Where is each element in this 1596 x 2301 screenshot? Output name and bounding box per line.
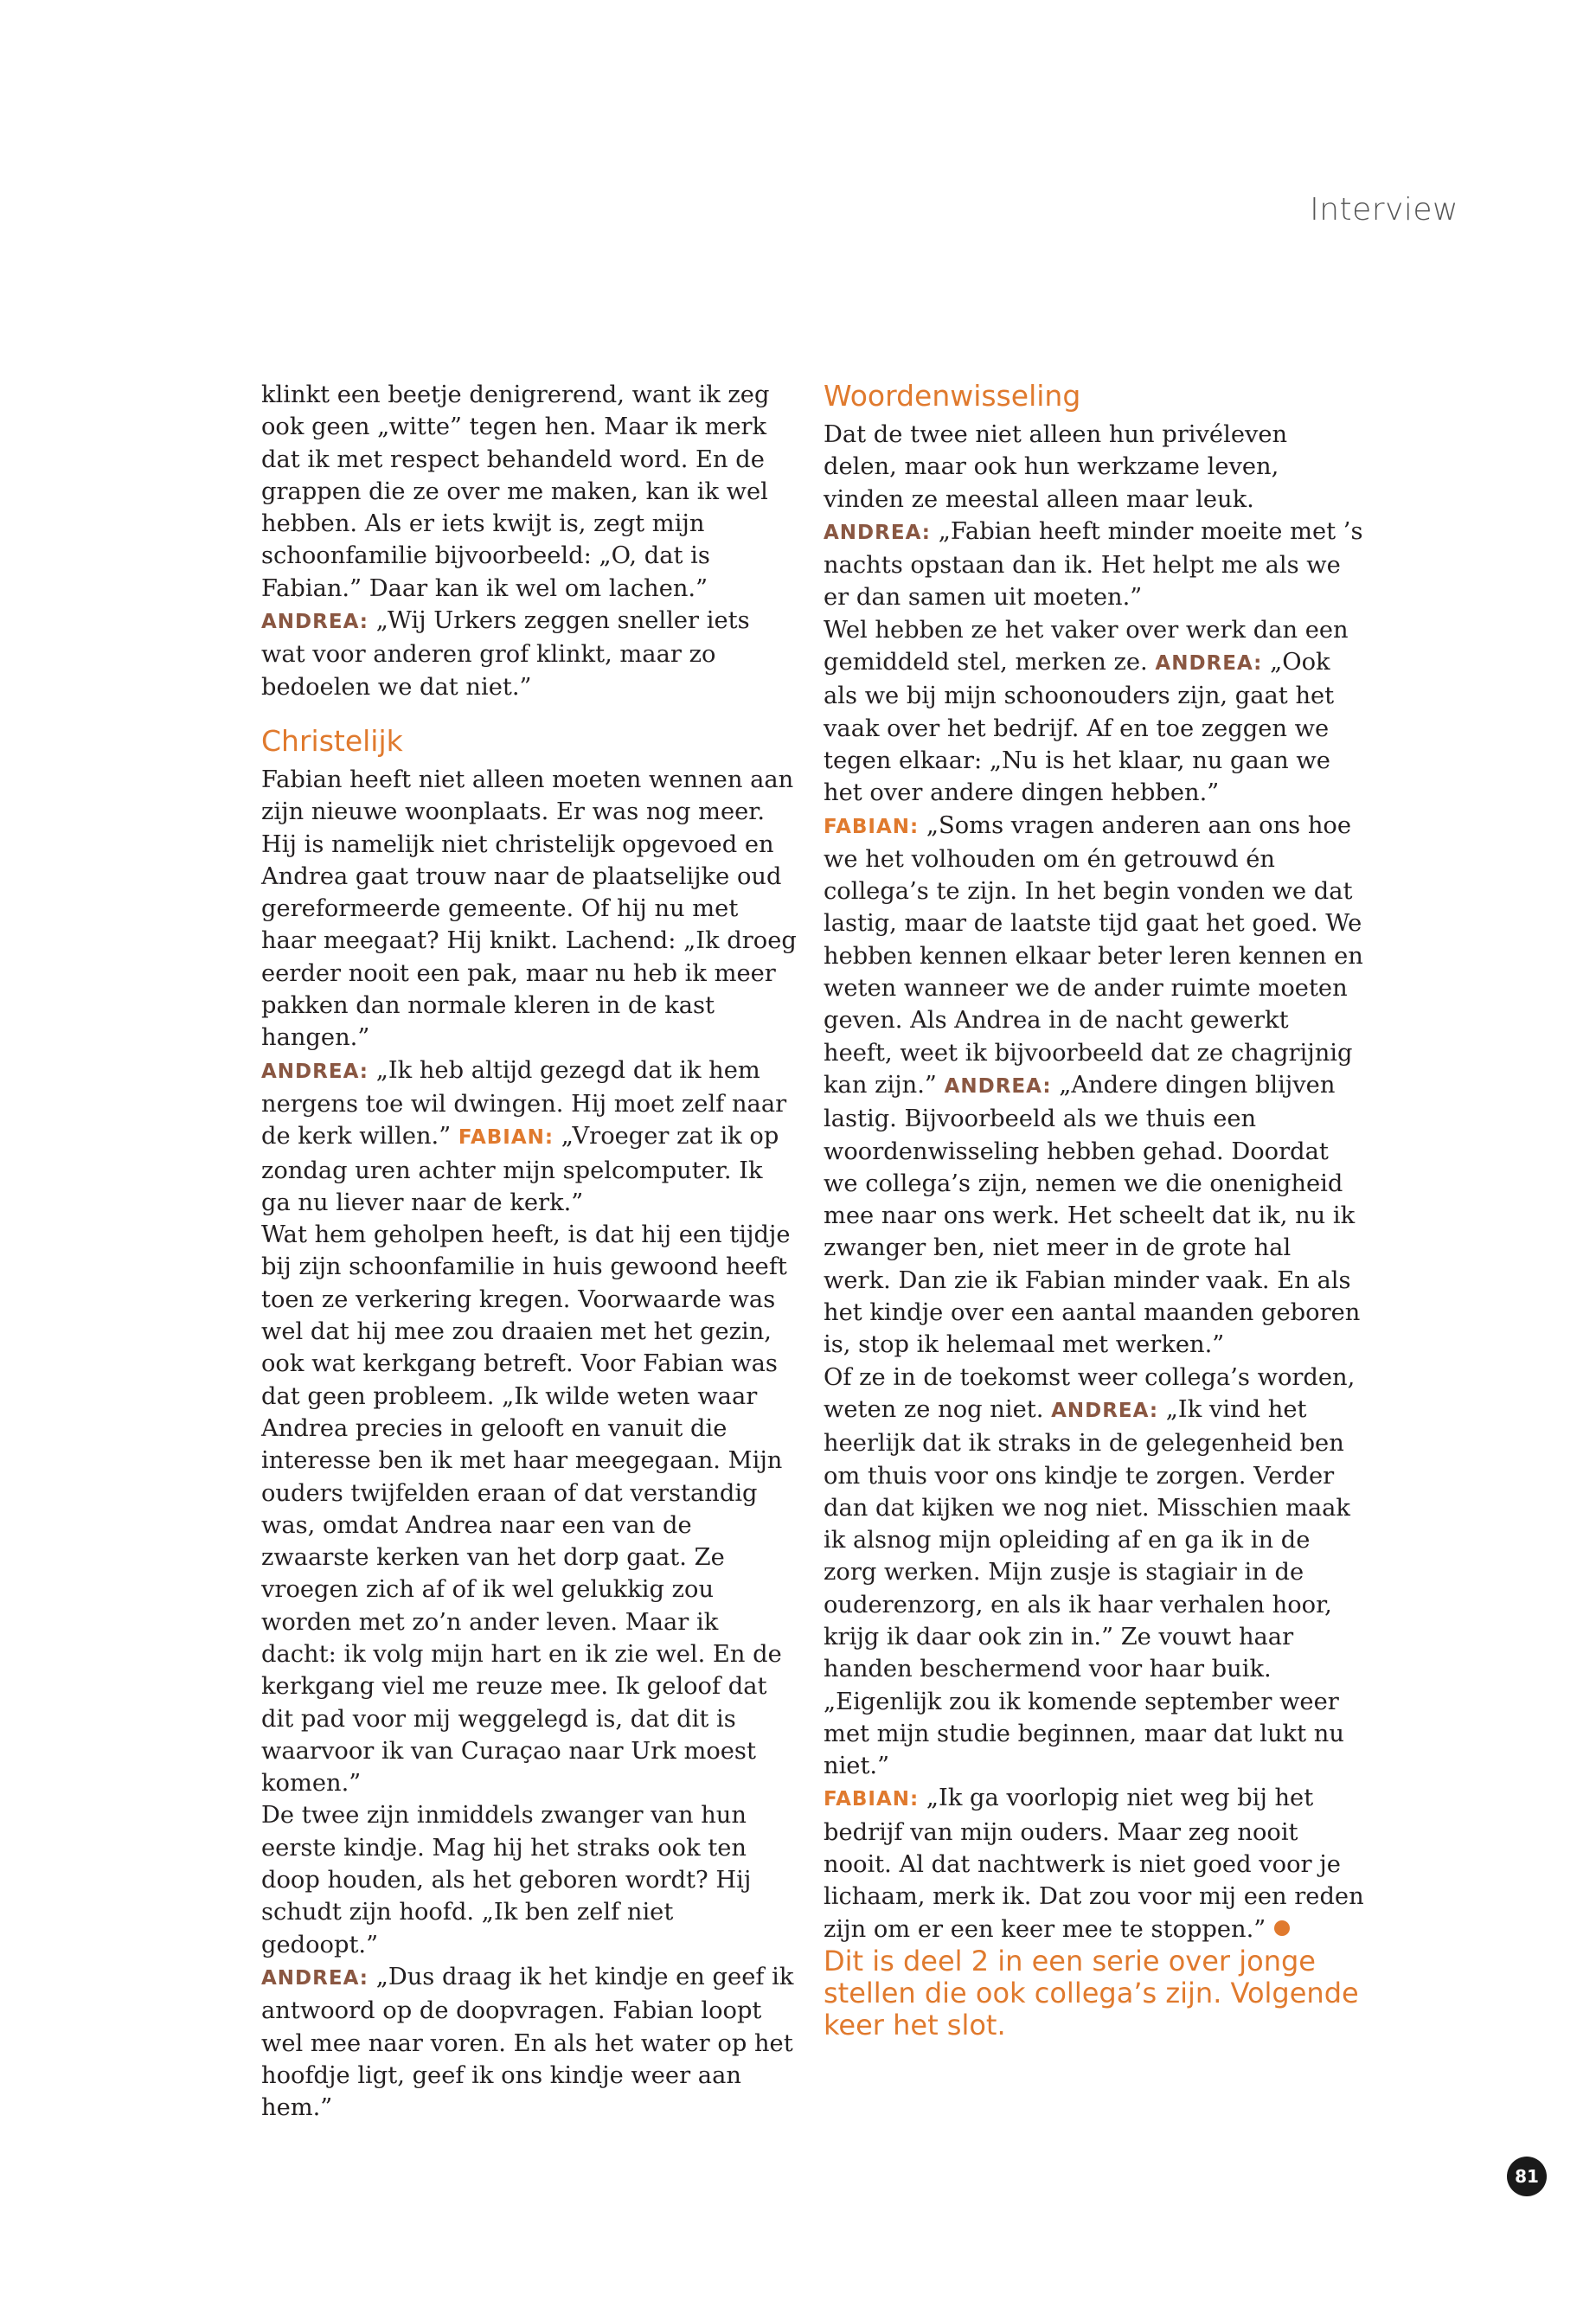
quote-text: „Ik heb altijd gezegd dat ik hem nergens toe wil dwingen. Hij moet zelf naar de kerk willen.” [261, 1056, 787, 1150]
speaker-label-andrea: ANDREA: [261, 611, 369, 634]
speaker-label-andrea: ANDREA: [261, 1966, 369, 1990]
paragraph-text: Dat de twee niet alleen hun privéleven delen, maar ook hun werkzame leven, vinden ze meestal alleen maar leuk. [824, 421, 1288, 513]
speaker-label-fabian: FABIAN: [824, 1788, 920, 1811]
paragraph [824, 1782, 1364, 1945]
paragraph-text: Wel hebben ze het vaker over werk dan een gemiddeld stel, merken ze. [824, 616, 1349, 676]
speaker-label-fabian: FABIAN: [458, 1126, 554, 1150]
paragraph [824, 1362, 1364, 1783]
quote-text: „Ook als we bij mijn schoonouders zijn, gaat het vaak over het bedrijf. Af en toe zeggen we tegen elkaar: „Nu is het klaar, nu gaan we het over andere dingen hebben.” [824, 649, 1335, 807]
quote-text: „Wij Urkers zeggen sneller iets wat voor anderen grof klinkt, maar zo bedoelen we dat niet.” [261, 607, 750, 701]
section-label: Interview [1310, 192, 1458, 228]
speaker-label-andrea: ANDREA: [261, 1060, 369, 1083]
quote-text: „Soms vragen anderen aan ons hoe we het volhouden om én getrouwd én collega’s te zijn. In het begin vonden we dat lastig, maar de laatste tijd gaat het goed. We hebben kennen elkaar beter leren kennen en weten wanneer we de ander ruimte moeten geven. Als Andrea in de nacht gewerkt heeft, weet ik bijvoorbeeld dat ze chagrijnig kan zijn.” [824, 811, 1363, 1099]
quote-text: „Ik ga voorlopig niet weg bij het bedrijf van mijn ouders. Maar zeg nooit nooit. Al dat nachtwerk is niet goed voor je lichaam, merk ik. Dat zou voor mij een reden zijn om er een keer mee te stoppen.” [824, 1785, 1364, 1943]
quote-text: „Fabian heeft minder moeite met ’s nachts opstaan dan ik. Het helpt me als we er dan samen uit moeten.” [824, 517, 1363, 612]
quote-text: „Vroeger zat ik op zondag uren achter mijn spelcomputer. Ik ga nu liever naar de kerk.” [261, 1123, 779, 1216]
speaker-label-fabian: FABIAN: [824, 815, 920, 838]
paragraph [824, 614, 1364, 810]
paragraph: Fabian heeft niet alleen moeten wennen aan zijn nieuwe woonplaats. Er was nog meer. Hij is namelijk niet christelijk opgevoed en Andrea gaat trouw naar de plaatselijke oud gereformeerde gemeente. Of hij nu met haar meegaat? Hij knikt. Lachend: „Ik droeg eerder nooit een pak, maar nu heb ik meer pakken dan normale kleren in de kast hangen.” [261, 766, 797, 1052]
paragraph-text: klinkt een beetje denigrerend, want ik zeg ook geen „witte” tegen hen. Maar ik merk dat ik met respect behandeld word. En de grappen die ze over me maken, kan ik wel hebben. Als er iets kwijt is, zegt mijn schoonfamilie bijvoorbeeld: „O, dat is Fabian.” Daar kan ik wel om lachen.” [261, 381, 770, 602]
quote-text: „Dus draag ik het kindje en geef ik antwoord op de doopvragen. Fabian loopt wel mee naar voren. En als het water op het hoofdje ligt, geef ik ons kindje weer aan hem.” [261, 1963, 794, 2122]
article-column-left [261, 379, 798, 2124]
end-mark-dot-icon [1274, 1920, 1290, 1936]
series-note: Dit is deel 2 in een serie over jonge stellen die ook collega’s zijn. Volgende keer het slot. [824, 1944, 1359, 2041]
quote-text: „Andere dingen blijven lastig. Bijvoorbeeld als we thuis een woordenwisseling hebben gehad. Doordat we collega’s zijn, nemen we die onenigheid mee naar ons werk. Het scheelt dat ik, nu ik zwanger ben, niet meer in de grote hal werk. Dan zie ik Fabian minder vaak. En als het kindje over een aantal maanden geboren is, stop ik helemaal met werken.” [824, 1071, 1361, 1359]
page-number-badge [1507, 2157, 1547, 2196]
paragraph [261, 1054, 798, 1219]
paragraph: Wat hem geholpen heeft, is dat hij een tijdje bij zijn schoonfamilie in huis gewoond heeft toen ze verkering kregen. Voorwaarde was wel dat hij mee zou draaien met het gezin, ook wat kerkgang betreft. Voor Fabian was dat geen probleem. „Ik wilde weten waar Andrea precies in gelooft en vanuit die interesse ben ik met haar meegegaan. Mijn ouders twijfelden eraan of dat verstandig was, omdat Andrea naar een van de zwaarste kerken van het dorp gaat. Ze vroegen zich af of ik wel gelukkig zou worden met zo’n ander leven. Maar ik dacht: ik volg mijn hart en ik zie wel. En de kerkgang viel me reuze mee. Ik geloof dat dit pad voor mij weggelegd is, dat dit is waarvoor ik van Curaçao naar Urk moest komen.” [261, 1221, 791, 1798]
paragraph [261, 379, 798, 703]
quote-text: „Ik vind het heerlijk dat ik straks in de gelegenheid ben om thuis voor ons kindje te zorgen. Verder dan dat kijken we nog niet. Misschien maak ik alsnog mijn opleiding af en ga ik in de zorg werken. Mijn zusje is stagiair in de ouderenzorg, en als ik haar verhalen hoor, krijg ik daar ook zin in.” Ze vouwt haar handen beschermend voor haar buik. „Eigenlijk zou ik komende september weer met mijn studie beginnen, maar dat lukt nu niet.” [824, 1395, 1350, 1780]
paragraph [824, 419, 1364, 614]
subheading-christelijk: Christelijk [261, 723, 403, 758]
page-number: 81 [1515, 2166, 1539, 2187]
article-column-right [824, 379, 1364, 2041]
speaker-label-andrea: ANDREA: [1051, 1399, 1159, 1422]
speaker-label-andrea: ANDREA: [944, 1074, 1052, 1098]
subheading-woordenwisseling: Woordenwisseling [824, 379, 1081, 413]
paragraph: De twee zijn inmiddels zwanger van hun eerste kindje. Mag hij het straks ook ten doop houden, als het geboren wordt? Hij schudt zijn hoofd. „Ik ben zelf niet gedoopt.” [261, 1802, 752, 1958]
speaker-label-andrea: ANDREA: [824, 521, 931, 544]
paragraph [824, 810, 1364, 1362]
speaker-label-andrea: ANDREA: [1155, 652, 1263, 676]
paragraph-text: Of ze in de toekomst weer collega’s worden, weten ze nog niet. [824, 1363, 1356, 1423]
paragraph [261, 1961, 798, 2124]
